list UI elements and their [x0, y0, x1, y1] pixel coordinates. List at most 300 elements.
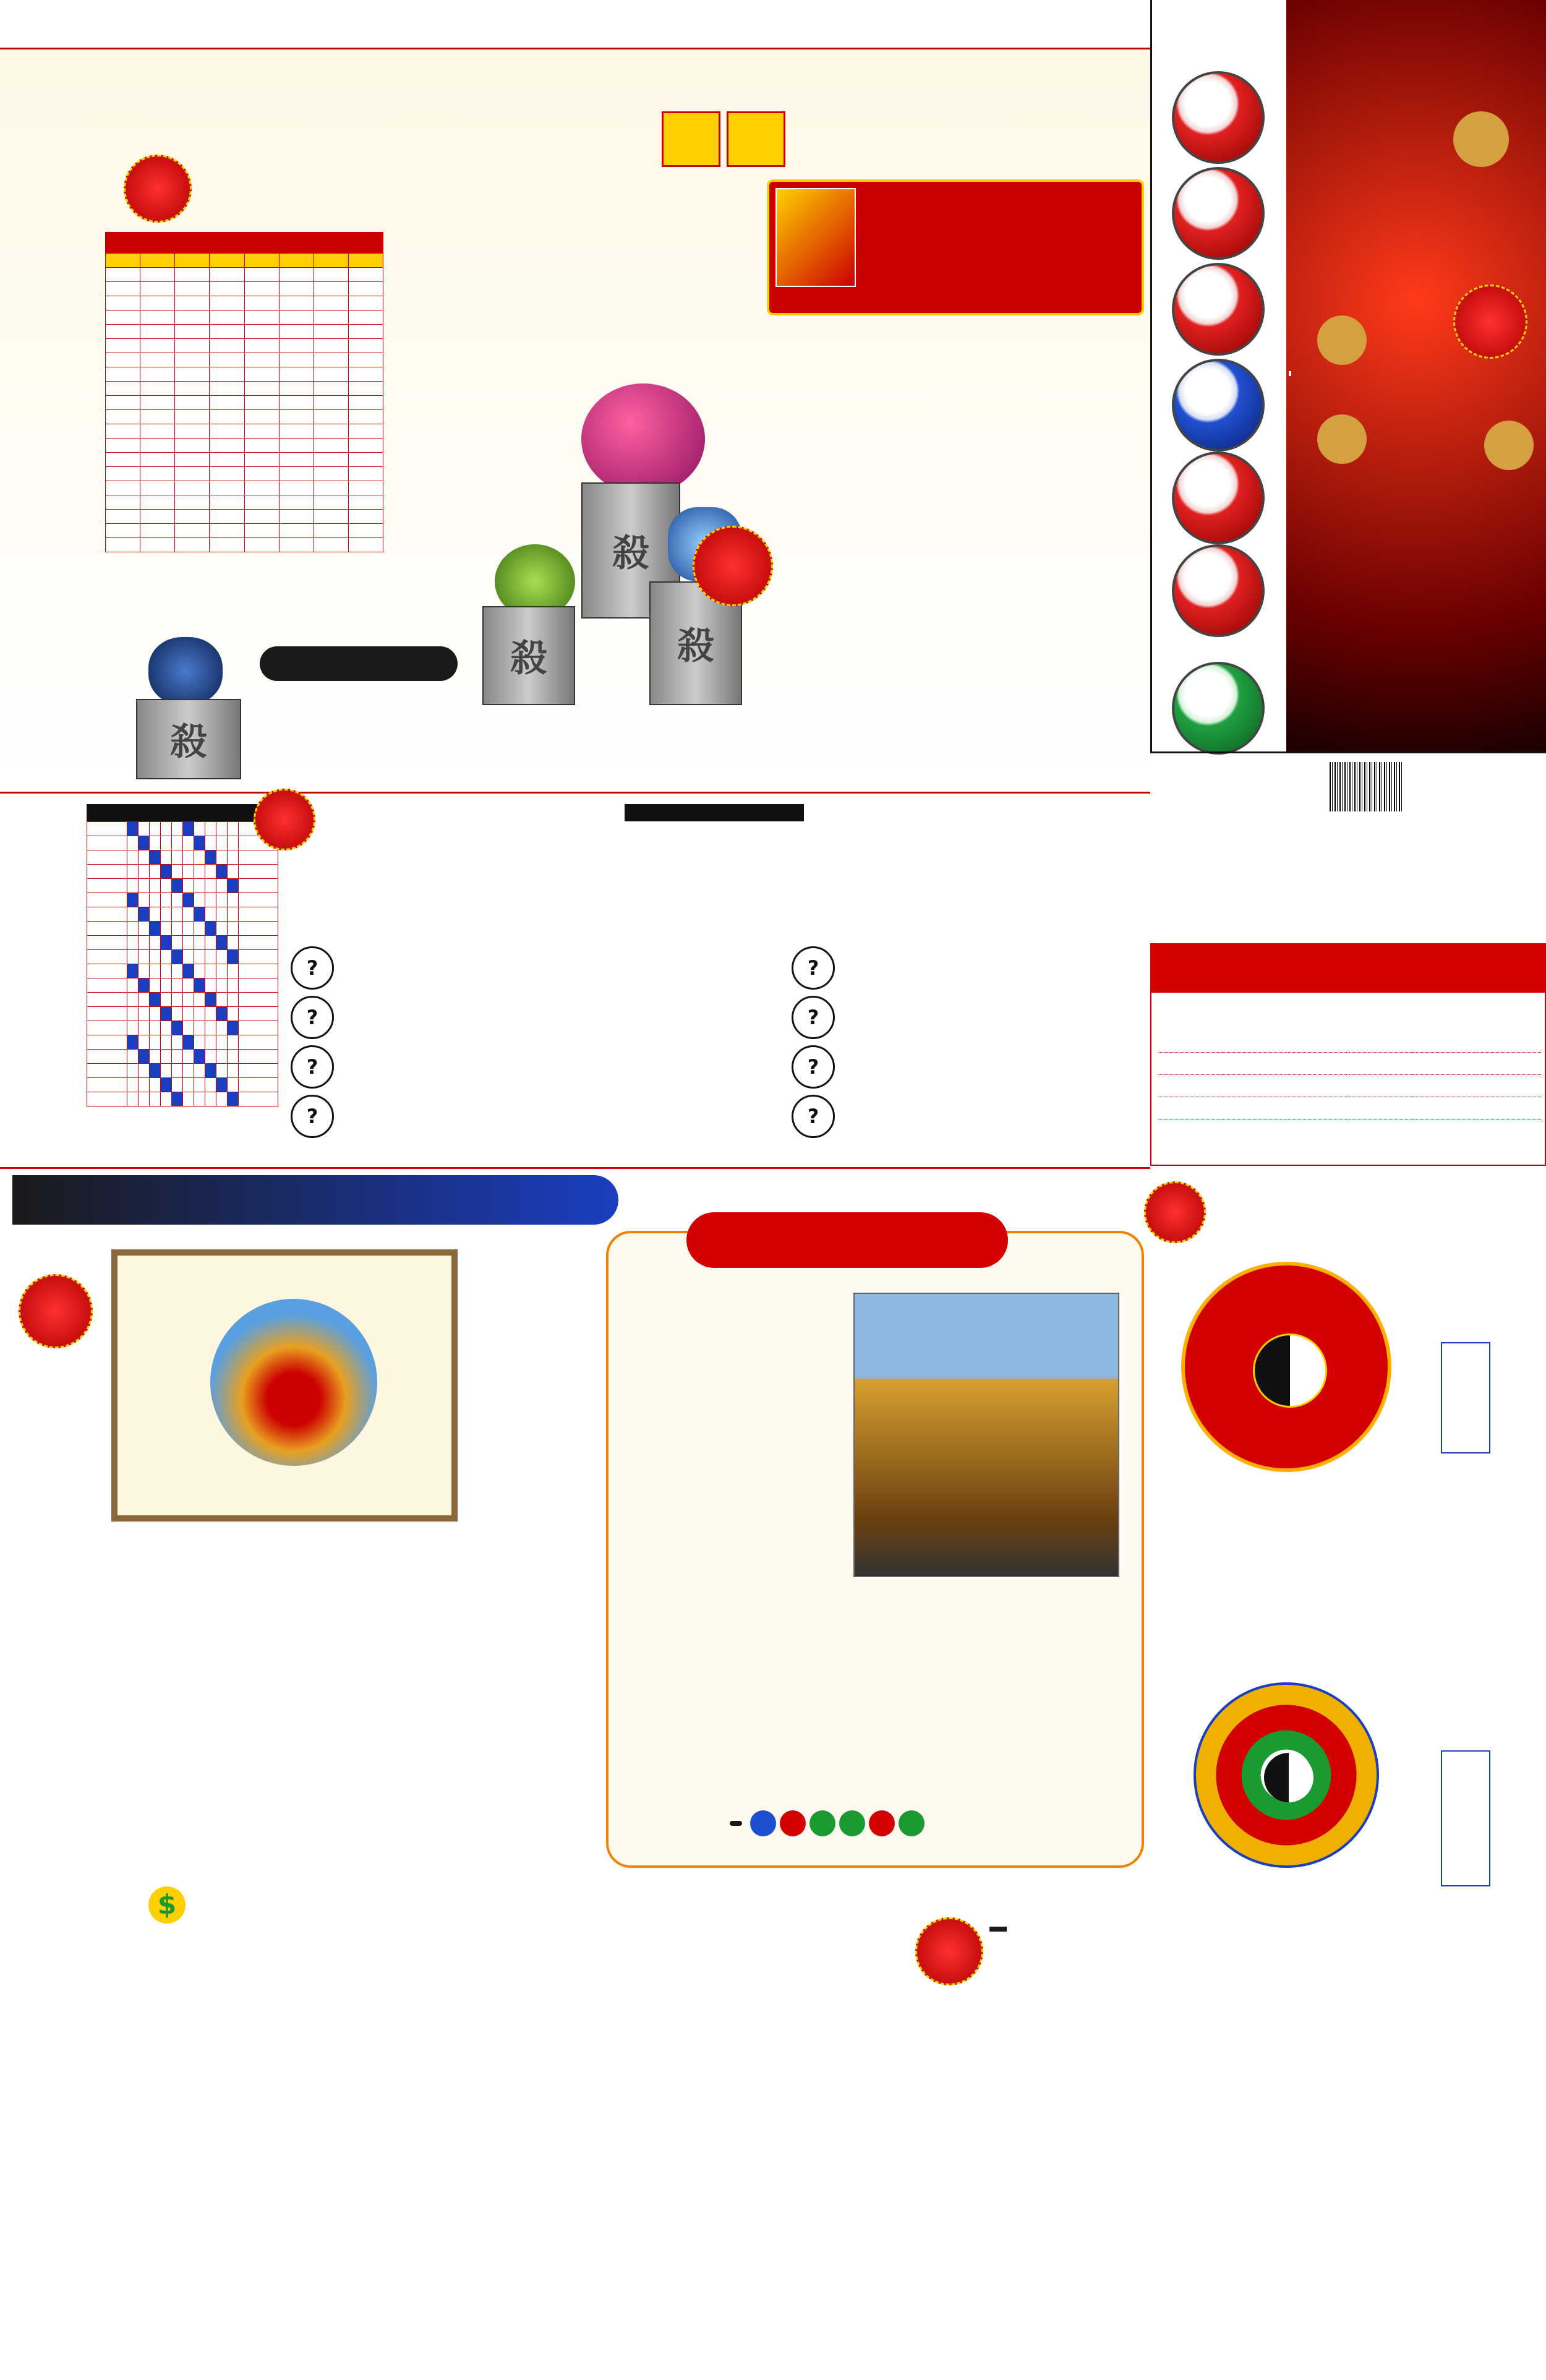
kill-block: 殺: [482, 606, 575, 705]
tail-grid-cell: [160, 850, 171, 865]
zodiac-table-cell: [210, 495, 244, 510]
know-num-4: [839, 1810, 865, 1836]
zodiac-table-cell: [348, 424, 383, 439]
zodiac-table-cell: [348, 495, 383, 510]
tail-grid-cell: [182, 922, 194, 936]
zodiac-table-cell: [140, 481, 175, 495]
tail-grid-cell: [194, 964, 205, 978]
tail-grid-cell: [127, 993, 138, 1007]
tail-grid-cell: [127, 865, 138, 879]
ping-grid-wrap: [87, 804, 278, 1107]
tail-grid-cell: [227, 865, 238, 879]
zodiac-table-cell: [210, 282, 244, 296]
tail-grid-cell: [171, 936, 182, 950]
tail-grid-cell: [227, 993, 238, 1007]
zodiac-table-cell: [140, 310, 175, 325]
kill-zodiac-vertical-title: [6, 74, 111, 773]
tail-grid-result: [238, 907, 278, 922]
tail-grid-cell: [194, 865, 205, 879]
zodiac-table-cell: [314, 382, 348, 396]
zodiac-table-cell: [210, 453, 244, 467]
tail-grid-period: [87, 1064, 127, 1078]
tail-grid-cell: [216, 1021, 227, 1035]
tail-grid-row: [87, 850, 278, 865]
ping-answer-2: ?: [291, 996, 334, 1039]
zodiac-table-cell: [175, 424, 210, 439]
tail-grid-cell: [205, 1064, 216, 1078]
zodiac-table-cell: [279, 396, 314, 410]
zodiac-table-cell: [175, 296, 210, 310]
tail-grid-cell: [216, 964, 227, 978]
tail-grid-cell: [149, 1078, 160, 1092]
know-num-6: [899, 1810, 925, 1836]
pay-table-cell: [1349, 1052, 1413, 1074]
zodiac-table-cell: [210, 481, 244, 495]
tail-grid-cell: [216, 1050, 227, 1064]
tail-grid-row: [87, 1092, 278, 1107]
tail-grid-cell: [171, 836, 182, 850]
zodiac-table-cell: [210, 310, 244, 325]
tail-grid-cell: [160, 1021, 171, 1035]
zodiac-table-cell: [279, 339, 314, 353]
zodiac-table-header: [279, 254, 314, 268]
tail-grid-cell: [227, 907, 238, 922]
tail-grid-cell: [182, 978, 194, 993]
tail-grid-cell: [182, 879, 194, 893]
zodiac-table-cell: [348, 382, 383, 396]
zodiac-table-cell: [348, 353, 383, 367]
zodiac-table-header: [175, 254, 210, 268]
tail-grid-period: [87, 993, 127, 1007]
special-title2: [989, 1927, 1007, 1932]
tail-grid-cell: [171, 1050, 182, 1064]
pay-table-row: [1158, 1097, 1541, 1119]
tail-grid-row: [87, 1064, 278, 1078]
zodiac-table-cell: [140, 325, 175, 339]
jackpot-banner: [1151, 944, 1546, 993]
zodiac-table-cell: [210, 325, 244, 339]
zodiac-table-cell: [175, 339, 210, 353]
sticker-code-middle: [693, 526, 773, 606]
pay-table-row: [1158, 1074, 1541, 1097]
pay-table-cell: [1349, 1074, 1413, 1097]
zodiac-table-cell: [244, 382, 279, 396]
tail-grid-cell: [194, 1050, 205, 1064]
tail-grid-cell: [194, 879, 205, 893]
zodiac-table-row: [106, 282, 383, 296]
tail-grid-cell: [227, 936, 238, 950]
zodiac-table-cell: [314, 495, 348, 510]
know-num-1: [750, 1810, 776, 1836]
tail-grid-period: [87, 1035, 127, 1050]
sticker-masthead: [1453, 285, 1527, 359]
te-answer-1: ?: [792, 946, 835, 990]
zodiac-table-cell: [314, 268, 348, 282]
zodiac-table-cell: [279, 296, 314, 310]
tail-grid-cell: [205, 993, 216, 1007]
know-provider-row: [730, 1806, 1101, 1841]
zodiac-table-cell: [279, 325, 314, 339]
tail-grid-cell: [216, 850, 227, 865]
ping-grid: [87, 821, 278, 1107]
publisher-panel: [1150, 751, 1546, 943]
tail-grid-cell: [194, 850, 205, 865]
tail-grid-cell: [138, 865, 149, 879]
tail-grid-cell: [127, 922, 138, 936]
zodiac-table-cell: [314, 296, 348, 310]
pay-table-cell: [1286, 1097, 1349, 1119]
tail-grid-cell: [149, 836, 160, 850]
zodiac-table-cell: [244, 353, 279, 367]
tail-grid-cell: [182, 1050, 194, 1064]
zodiac-table-cell: [106, 367, 140, 382]
tail-grid-cell: [194, 1035, 205, 1050]
trigram-ring: [1181, 1262, 1391, 1472]
tail-grid-cell: [149, 1021, 160, 1035]
tail-grid-cell: [194, 893, 205, 907]
zodiac-table-row: [106, 453, 383, 467]
tail-grid-period: [87, 822, 127, 836]
tail-grid-cell: [138, 1050, 149, 1064]
tail-grid-cell: [138, 893, 149, 907]
tail-grid-cell: [227, 879, 238, 893]
pay-table-row: [1158, 1030, 1541, 1052]
pay-table: [1158, 1030, 1541, 1119]
know-photo: [853, 1293, 1119, 1577]
ji-label: [727, 111, 785, 167]
tail-grid-cell: [149, 850, 160, 865]
tail-grid-cell: [160, 1092, 171, 1107]
tail-grid-cell: [171, 993, 182, 1007]
jackpot-panel: [1150, 943, 1546, 1166]
masthead-source: [1289, 371, 1291, 376]
kill-block: 殺: [136, 699, 241, 779]
tail-grid-result: [238, 922, 278, 936]
tail-grid-cell: [149, 964, 160, 978]
tail-grid-cell: [160, 950, 171, 964]
yi-ji-block: [662, 111, 785, 167]
tail-grid-cell: [127, 850, 138, 865]
tail-grid-row: [87, 1007, 278, 1021]
zodiac-table-cell: [314, 353, 348, 367]
tail-grid-row: [87, 978, 278, 993]
zodiac-table-cell: [348, 367, 383, 382]
tail-grid-cell: [182, 907, 194, 922]
zodiac-table-cell: [210, 296, 244, 310]
zodiac-table-cell: [140, 396, 175, 410]
tail-grid-cell: [194, 936, 205, 950]
tail-grid-cell: [182, 950, 194, 964]
kill-block: 殺: [649, 581, 742, 705]
tail-grid-cell: [127, 1078, 138, 1092]
ad-block: [767, 179, 1144, 315]
masthead-num-4: [1484, 421, 1534, 470]
pay-table-row: [1158, 1052, 1541, 1074]
taiji-icon: [1264, 1753, 1313, 1802]
pay-table-cell: [1477, 1030, 1541, 1052]
ping-answer-4: ?: [291, 1095, 334, 1138]
tail-grid-cell: [127, 1035, 138, 1050]
zodiac-table-cell: [210, 410, 244, 424]
ping-answer-1: ?: [291, 946, 334, 990]
zodiac-table-cell: [106, 310, 140, 325]
zodiac-table-cell: [348, 439, 383, 453]
masthead: [1286, 0, 1546, 751]
zodiac-table-cell: [348, 296, 383, 310]
tail-grid-cell: [194, 1064, 205, 1078]
tail-grid-cell: [138, 950, 149, 964]
tail-grid-period: [87, 865, 127, 879]
zodiac-table-row: [106, 382, 383, 396]
tail-grid-cell: [194, 950, 205, 964]
tail-grid-cell: [182, 1007, 194, 1021]
tail-grid-cell: [171, 1078, 182, 1092]
zodiac-table-cell: [175, 268, 210, 282]
zodiac-table-cell: [175, 396, 210, 410]
zodiac-table-cell: [175, 467, 210, 481]
tail-grid-cell: [171, 922, 182, 936]
zodiac-table-header: [140, 254, 175, 268]
zodiac-table-row: [106, 396, 383, 410]
zodiac-table-cell: [210, 524, 244, 538]
zodiac-table-cell: [279, 310, 314, 325]
zodiac-table-cell: [140, 339, 175, 353]
dollar-icon: $: [148, 1886, 186, 1924]
zodiac-table-cell: [175, 481, 210, 495]
tail-grid-cell: [227, 1007, 238, 1021]
pay-table-cell: [1158, 1097, 1221, 1119]
tail-grid-cell: [216, 1092, 227, 1107]
tail-grid-row: [87, 836, 278, 850]
tail-grid-cell: [194, 836, 205, 850]
zodiac-table-cell: [140, 367, 175, 382]
te-answer-2: ?: [792, 996, 835, 1039]
hong-pic: [210, 1299, 377, 1466]
tail-grid-row: [87, 1050, 278, 1064]
tail-grid-row: [87, 1035, 278, 1050]
sticker-qiankun: [1144, 1181, 1206, 1243]
tail-grid-row: [87, 893, 278, 907]
tail-grid-cell: [171, 907, 182, 922]
tail-grid-cell: [205, 822, 216, 836]
zodiac-table-cell: [279, 524, 314, 538]
zodiac-table-cell: [279, 538, 314, 552]
tail-grid-cell: [205, 1078, 216, 1092]
zodiac-table-cell: [175, 282, 210, 296]
tail-grid-cell: [160, 1035, 171, 1050]
zodiac-table-cell: [244, 410, 279, 424]
tail-grid-cell: [227, 964, 238, 978]
zodiac-table-cell: [314, 453, 348, 467]
tail-grid-cell: [182, 993, 194, 1007]
zodiac-table-cell: [244, 481, 279, 495]
draw-ball-3: [1172, 263, 1265, 356]
zodiac-table-row: [106, 467, 383, 481]
tail-grid-cell: [138, 1092, 149, 1107]
tail-grid-cell: [149, 978, 160, 993]
tail-grid-period: [87, 1050, 127, 1064]
qiankun-side2: [1441, 1750, 1490, 1886]
tail-grid-cell: [160, 865, 171, 879]
sticker-hong: [19, 1274, 93, 1348]
zodiac-table-row: [106, 268, 383, 282]
zodiac-table-cell: [348, 524, 383, 538]
tail-grid-cell: [205, 950, 216, 964]
tail-grid-cell: [216, 836, 227, 850]
zodiac-table-cell: [279, 439, 314, 453]
tail-grid-row: [87, 922, 278, 936]
te-grid-title: [625, 804, 804, 821]
zodiac-table-row: [106, 510, 383, 524]
tail-grid-cell: [182, 1021, 194, 1035]
pay-table-cell: [1413, 1097, 1477, 1119]
zodiac-table-cell: [106, 410, 140, 424]
ping-tail-title: [6, 816, 80, 1150]
pay-table-cell: [1158, 1052, 1221, 1074]
pay-table-cell: [1221, 1030, 1285, 1052]
tail-grid-period: [87, 1021, 127, 1035]
zodiac-table-header: [244, 254, 279, 268]
zodiac-table-cell: [279, 510, 314, 524]
zodiac-table-cell: [175, 538, 210, 552]
special-banner: [590, 1971, 1018, 2290]
draw-ball-1: [1172, 71, 1265, 164]
draw-ball-2: [1172, 167, 1265, 260]
tail-grid-row: [87, 993, 278, 1007]
zodiac-table-cell: [244, 495, 279, 510]
tail-grid-cell: [138, 850, 149, 865]
zodiac-table-cell: [279, 268, 314, 282]
zodiac-table-cell: [279, 382, 314, 396]
zodiac-table-cell: [106, 524, 140, 538]
sticker-ping: [254, 789, 315, 850]
tail-grid-cell: [194, 922, 205, 936]
tail-grid-cell: [138, 879, 149, 893]
zodiac-table-cell: [140, 268, 175, 282]
tail-grid-cell: [127, 964, 138, 978]
zodiac-table-cell: [314, 524, 348, 538]
zodiac-table-cell: [279, 424, 314, 439]
tail-grid-cell: [127, 936, 138, 950]
tail-grid-period: [87, 879, 127, 893]
tail-grid-cell: [216, 1064, 227, 1078]
know-provider: [730, 1821, 742, 1826]
draw-ball-special: [1172, 662, 1265, 755]
zodiac-table-cell: [210, 353, 244, 367]
tail-grid-cell: [171, 950, 182, 964]
tail-grid-result: [238, 950, 278, 964]
tail-grid-period: [87, 1092, 127, 1107]
zodiac-table-cell: [279, 410, 314, 424]
zodiac-table-cell: [140, 282, 175, 296]
tail-grid-cell: [149, 907, 160, 922]
tail-grid-cell: [160, 893, 171, 907]
ping-answer-3: ?: [291, 1045, 334, 1089]
tail-grid-result: [238, 1035, 278, 1050]
pay-table-cell: [1349, 1097, 1413, 1119]
zodiac-table-header: [210, 254, 244, 268]
horse-figure: [148, 637, 223, 705]
tips-title: [260, 646, 458, 681]
tail-grid-result: [238, 1078, 278, 1092]
tail-grid-cell: [127, 1021, 138, 1035]
zodiac-table: [105, 253, 383, 552]
zodiac-table-title: [105, 232, 383, 253]
zodiac-table-cell: [348, 538, 383, 552]
zodiac-table-cell: [106, 268, 140, 282]
zodiac-table-cell: [175, 495, 210, 510]
zodiac-table-cell: [244, 367, 279, 382]
tail-grid-cell: [227, 978, 238, 993]
zodiac-table-row: [106, 310, 383, 325]
tail-grid-cell: [205, 865, 216, 879]
zodiac-table-cell: [175, 439, 210, 453]
zodiac-table-cell: [244, 325, 279, 339]
zodiac-table-row: [106, 481, 383, 495]
zodiac-table-cell: [106, 510, 140, 524]
tail-grid-cell: [171, 1007, 182, 1021]
zodiac-table-cell: [140, 510, 175, 524]
tail-grid-cell: [216, 1078, 227, 1092]
zodiac-table-cell: [314, 467, 348, 481]
zodiac-table-cell: [106, 453, 140, 467]
tail-grid-cell: [216, 865, 227, 879]
tail-grid-cell: [205, 1007, 216, 1021]
tail-grid-cell: [138, 836, 149, 850]
draw-ball-6: [1172, 544, 1265, 637]
pay-table-cell: [1413, 1074, 1477, 1097]
draw-ball-4: [1172, 359, 1265, 452]
tail-grid-cell: [160, 1078, 171, 1092]
pay-table-cell: [1477, 1052, 1541, 1074]
zodiac-table-row: [106, 538, 383, 552]
tail-grid-cell: [216, 950, 227, 964]
tail-grid-cell: [216, 993, 227, 1007]
tail-grid-cell: [205, 964, 216, 978]
zodiac-table-row: [106, 495, 383, 510]
tail-grid-cell: [160, 936, 171, 950]
tail-grid-period: [87, 1007, 127, 1021]
pay-table-cell: [1286, 1030, 1349, 1052]
pay-table-cell: [1477, 1097, 1541, 1119]
zodiac-table-cell: [210, 424, 244, 439]
tail-grid-result: [238, 893, 278, 907]
tail-grid-cell: [138, 1021, 149, 1035]
zodiac-table-cell: [210, 538, 244, 552]
tail-grid-result: [238, 1064, 278, 1078]
zodiac-table-cell: [210, 439, 244, 453]
tail-grid-cell: [205, 1050, 216, 1064]
tail-grid-cell: [149, 950, 160, 964]
zodiac-table-cell: [314, 282, 348, 296]
zodiac-table-cell: [210, 382, 244, 396]
tail-grid-cell: [182, 1035, 194, 1050]
yi-label: [662, 111, 720, 167]
zodiac-table-cell: [348, 467, 383, 481]
tail-grid-period: [87, 978, 127, 993]
zodiac-table-cell: [244, 339, 279, 353]
tail-grid-cell: [194, 822, 205, 836]
zodiac-table-row: [106, 410, 383, 424]
tail-grid-cell: [171, 978, 182, 993]
zodiac-table-cell: [140, 353, 175, 367]
zodiac-table-cell: [175, 367, 210, 382]
tail-grid-cell: [205, 922, 216, 936]
zodiac-table-cell: [175, 310, 210, 325]
tail-grid-result: [238, 964, 278, 978]
tail-grid-cell: [127, 907, 138, 922]
tail-grid-cell: [171, 964, 182, 978]
